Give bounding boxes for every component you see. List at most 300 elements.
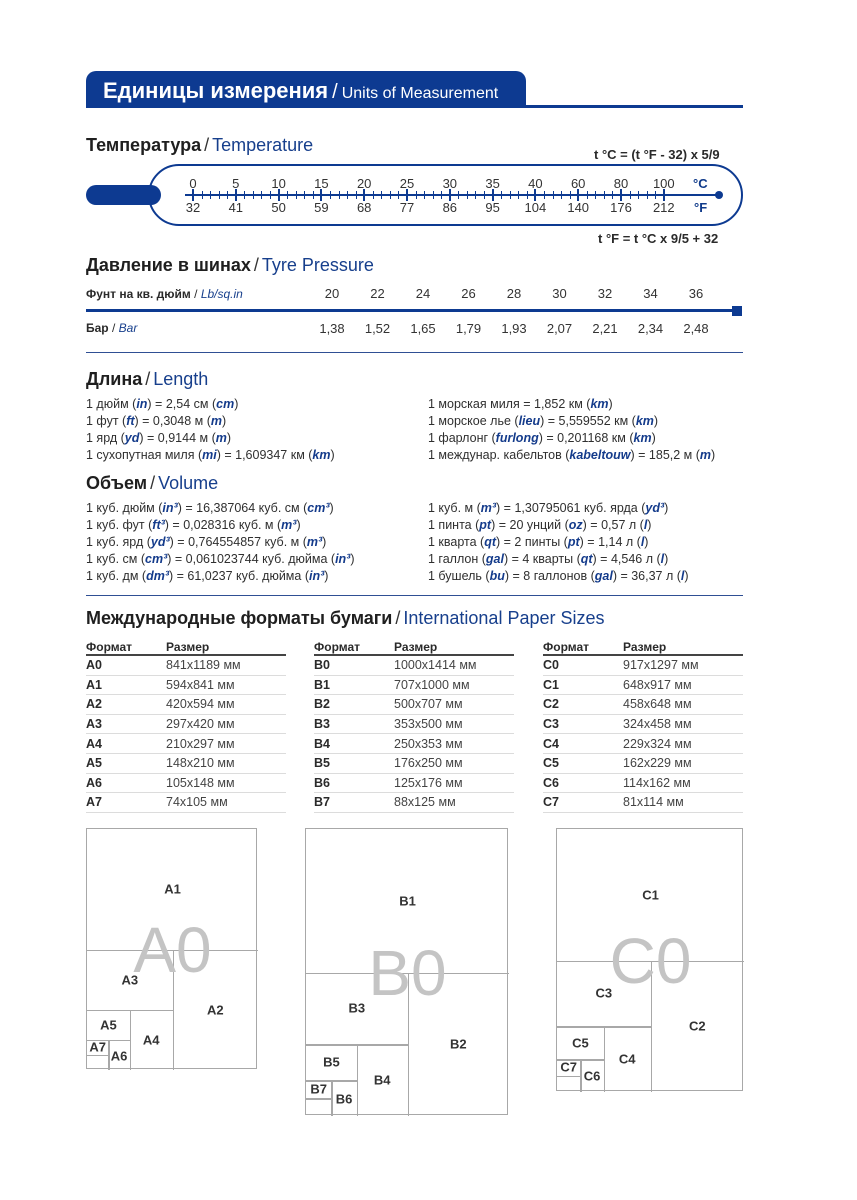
- conversion-text: 1 куб. м (: [428, 501, 481, 515]
- unit-abbr: km: [635, 414, 654, 428]
- conversion-line: [86, 413, 335, 430]
- format-label: C2: [688, 1018, 706, 1034]
- format-name: B5: [314, 756, 330, 771]
- tick-minor: [261, 191, 262, 199]
- tick-minor: [339, 191, 340, 199]
- unit-abbr: furlong: [495, 431, 539, 445]
- conversion-text: 1 фут (: [86, 414, 127, 428]
- format-name: B1: [314, 677, 330, 692]
- tick-minor: [244, 191, 245, 199]
- paper-size-table: [314, 640, 514, 813]
- celsius-value: 10: [271, 176, 286, 191]
- tyre-title: Давление в шинах / Tyre Pressure: [86, 255, 374, 275]
- conversion-text: 1 сухопутная миля (: [86, 448, 203, 462]
- tick-minor: [287, 191, 288, 199]
- unit-abbr: l: [643, 518, 648, 532]
- fahrenheit-value: 59: [314, 200, 329, 215]
- bar-value: 1,52: [364, 321, 391, 336]
- col-format: Формат: [314, 640, 361, 654]
- fahrenheit-value: 95: [485, 200, 500, 215]
- unit-abbr: ft: [126, 414, 135, 428]
- fahrenheit-value: 32: [185, 200, 201, 215]
- table-row: [314, 754, 514, 774]
- psi-value: 22: [370, 286, 385, 301]
- conversion-text: 1 фарлонг (: [428, 431, 496, 445]
- fahrenheit-value: 176: [610, 200, 632, 215]
- conversion-line: [428, 447, 715, 464]
- tick-minor: [347, 191, 348, 199]
- conversion-text: ) = 1,609347 км (: [216, 448, 313, 462]
- format-name: B3: [314, 717, 330, 732]
- tick-minor: [424, 191, 425, 199]
- format-name: C4: [543, 736, 559, 751]
- unit-abbr: km: [312, 448, 331, 462]
- tick-minor: [570, 191, 571, 199]
- conversion-text: ) = 0,3048 м (: [134, 414, 211, 428]
- conversion-line: [86, 568, 355, 585]
- conversion-line: [86, 500, 355, 517]
- format-name: A5: [86, 756, 102, 771]
- bar-value: 2,34: [637, 321, 664, 336]
- tick-minor: [587, 191, 588, 199]
- tick-minor: [561, 191, 562, 199]
- tick-minor: [433, 191, 434, 199]
- conversion-text: 1 ярд (: [86, 431, 125, 445]
- conversion-text: ): [653, 414, 659, 428]
- format-size: 88x125 мм: [394, 795, 456, 810]
- conversion-text: ): [664, 501, 669, 515]
- divider-line: [357, 1044, 359, 1116]
- psi-value: 28: [506, 286, 522, 301]
- format-label: A5: [100, 1017, 117, 1033]
- unit-abbr: m: [215, 431, 227, 445]
- page-title: Единицы измерения / Units of Measurement: [103, 78, 499, 103]
- psi-label: Фунт на кв. дюйм / Lb/sq.in: [86, 287, 243, 301]
- divider-line: [557, 1076, 580, 1078]
- format-size: 148x210 мм: [166, 756, 235, 771]
- format-name: A0: [86, 658, 102, 673]
- unit-abbr: lieu: [518, 414, 541, 428]
- conversion-text: 1 бушель (: [428, 569, 490, 583]
- format-size: 105x148 мм: [166, 775, 235, 790]
- psi-value: 36: [688, 286, 704, 301]
- table-row: [86, 754, 286, 774]
- format-label: B3: [348, 1000, 366, 1016]
- tick-minor: [501, 191, 502, 199]
- unit-abbr: gal: [485, 552, 504, 566]
- col-format: Формат: [543, 640, 590, 654]
- table-row: [86, 656, 286, 676]
- unit-abbr: pt: [479, 518, 492, 532]
- format-size: 176x250 мм: [394, 756, 463, 771]
- unit-abbr: gal: [594, 569, 613, 583]
- celsius-value: 20: [356, 176, 372, 191]
- unit-abbr: l: [660, 552, 665, 566]
- format-label: A1: [164, 881, 181, 897]
- table-row: [314, 676, 514, 696]
- unit-abbr: kabeltouw: [569, 448, 631, 462]
- conversion-text: ) = 61,0237 куб. дюйма (: [168, 569, 309, 583]
- format-name: A7: [86, 795, 102, 810]
- conversion-text: ) = 16,387064 куб. см (: [177, 501, 308, 515]
- fahrenheit-value: 86: [442, 200, 458, 215]
- table-row: [86, 734, 286, 754]
- conversion-text: ) = 20 унций (: [491, 518, 569, 532]
- tick-minor: [219, 191, 220, 199]
- tick-minor: [527, 191, 528, 199]
- header-underline: [86, 105, 743, 108]
- paper-size-table: [86, 640, 286, 813]
- tick-minor: [304, 191, 305, 199]
- tick-minor: [630, 191, 631, 199]
- format-name: B4: [314, 736, 330, 751]
- length-list-left: [86, 396, 335, 464]
- format-size: 125x176 мм: [394, 775, 463, 790]
- unit-abbr: m: [699, 448, 712, 462]
- table-header: [543, 640, 743, 656]
- conversion-text: ) = 0,764554857 куб. м (: [169, 535, 307, 549]
- unit-abbr: yd³: [150, 535, 170, 549]
- tick-minor: [253, 191, 254, 199]
- volume-list-left: [86, 500, 355, 585]
- conversion-text: ) = 8 галлонов (: [504, 569, 595, 583]
- conversion-line: [86, 396, 335, 413]
- table-row: [543, 793, 743, 813]
- format-label: B5: [323, 1054, 340, 1070]
- format-label: A6: [110, 1048, 128, 1064]
- divider-line: [331, 1080, 333, 1116]
- bar-value: 1,38: [319, 321, 345, 336]
- conversion-text: ) = 0,028316 куб. м (: [164, 518, 282, 532]
- col-size: Размер: [623, 640, 667, 654]
- format-name: C3: [543, 717, 559, 732]
- format-name: A1: [86, 677, 102, 692]
- format-watermark: C0: [609, 924, 692, 997]
- conversion-text: 1 куб. см (: [86, 552, 146, 566]
- format-label: C5: [572, 1035, 589, 1051]
- celsius-value: 15: [314, 176, 329, 191]
- conversion-text: ) = 0,201168 км (: [538, 431, 634, 445]
- fahrenheit-value: 77: [399, 200, 415, 215]
- format-label: C1: [642, 887, 659, 903]
- conversion-text: ): [226, 431, 232, 445]
- tick-minor: [467, 191, 468, 199]
- table-header: [86, 640, 286, 656]
- tick-minor: [390, 191, 391, 199]
- format-size: 353x500 мм: [394, 717, 463, 732]
- tick-minor: [416, 191, 417, 199]
- col-format: Формат: [86, 640, 133, 654]
- conversion-text: ) = 0,9144 м (: [139, 431, 216, 445]
- temperature-title: Температура / Temperature: [86, 135, 314, 155]
- conversion-text: ): [644, 535, 649, 549]
- table-row: [314, 774, 514, 794]
- fahrenheit-value: 68: [356, 200, 372, 215]
- format-watermark: A0: [133, 913, 212, 986]
- format-size: 648x917 мм: [623, 677, 692, 692]
- psi-value: 32: [597, 286, 613, 301]
- format-label: A2: [206, 1002, 224, 1018]
- format-name: C2: [543, 697, 559, 712]
- unit-abbr: l: [640, 535, 645, 549]
- conversion-text: 1 кварта (: [428, 535, 485, 549]
- fahrenheit-value: 212: [652, 200, 675, 215]
- format-size: 500x707 мм: [394, 697, 463, 712]
- formula-celsius: t °C = (t °F - 32) x 5/9: [594, 147, 720, 162]
- tick-minor: [330, 191, 331, 199]
- tick-minor: [518, 191, 519, 199]
- format-name: B0: [314, 658, 330, 673]
- format-name: C6: [543, 775, 559, 790]
- conversion-text: ) = 36,37 л (: [612, 569, 681, 583]
- bar-value: 2,07: [546, 321, 573, 336]
- divider-line: [87, 1055, 108, 1057]
- conversion-line: [428, 534, 689, 551]
- tick-minor: [210, 191, 211, 199]
- format-size: 114x162 мм: [623, 775, 691, 790]
- unit-abbr: oz: [568, 518, 583, 532]
- tick-minor: [655, 191, 656, 199]
- divider-line: [604, 1026, 606, 1092]
- conversion-text: ): [350, 552, 355, 566]
- thermometer-end-dot: [715, 191, 723, 199]
- fahrenheit-value: 104: [524, 200, 547, 215]
- volume-list-right: [428, 500, 689, 585]
- tick-minor: [510, 191, 511, 199]
- conversion-line: [86, 447, 335, 464]
- tick-minor: [475, 191, 476, 199]
- format-label: B1: [399, 893, 416, 909]
- unit-abbr: m³: [306, 535, 323, 549]
- table-row: [543, 754, 743, 774]
- tyre-divider: [86, 309, 736, 312]
- conversion-text: ): [647, 518, 652, 532]
- conversion-text: ) = 5,559552 км (: [540, 414, 636, 428]
- table-row: [543, 695, 743, 715]
- formula-fahrenheit: t °F = t °C x 9/5 + 32: [598, 231, 719, 246]
- conversion-text: ): [221, 414, 227, 428]
- format-label: B6: [335, 1091, 353, 1107]
- tyre-divider-end: [732, 306, 742, 316]
- unit-abbr: cm: [216, 397, 235, 411]
- format-label: C3: [595, 985, 613, 1001]
- conversion-text: ): [684, 569, 689, 583]
- thermometer-bulb: [86, 185, 161, 205]
- unit-abbr: bu: [489, 569, 505, 583]
- format-size: 594x841 мм: [166, 677, 235, 692]
- celsius-value: 35: [485, 176, 500, 191]
- celsius-value: 40: [528, 176, 543, 191]
- table-row: [314, 793, 514, 813]
- unit-abbr: pt: [567, 535, 580, 549]
- format-label: B2: [449, 1036, 467, 1052]
- celsius-value: 60: [570, 176, 586, 191]
- unit-abbr: mi: [202, 448, 217, 462]
- table-row: [314, 656, 514, 676]
- conversion-text: 1 морское лье (: [428, 414, 519, 428]
- tick-minor: [356, 191, 357, 199]
- conversion-text: ) = 0,061023744 куб. дюйма (: [167, 552, 336, 566]
- tick-minor: [296, 191, 297, 199]
- tick-minor: [373, 191, 374, 199]
- celsius-value: 0: [189, 176, 197, 191]
- format-size: 1000x1414 мм: [394, 658, 477, 673]
- format-size: 74x105 мм: [166, 795, 228, 810]
- conversion-text: ) = 2,54 см (: [147, 397, 217, 411]
- divider-line: [130, 1010, 132, 1070]
- fahrenheit-unit: °F: [694, 200, 708, 215]
- conversion-text: ): [234, 397, 239, 411]
- tick-minor: [398, 191, 399, 199]
- unit-abbr: ft³: [152, 518, 165, 532]
- col-size: Размер: [394, 640, 438, 654]
- table-row: [86, 676, 286, 696]
- tick-minor: [612, 191, 613, 199]
- conversion-text: ): [330, 448, 335, 462]
- conversion-text: 1 куб. ярд (: [86, 535, 151, 549]
- format-label: C7: [560, 1059, 577, 1075]
- table-row: [543, 676, 743, 696]
- col-size: Размер: [166, 640, 210, 654]
- celsius-value: 5: [232, 176, 240, 191]
- tick-minor: [441, 191, 442, 199]
- table-header: [314, 640, 514, 656]
- celsius-unit: °C: [693, 176, 708, 191]
- conversion-text: ) = 4 кварты (: [503, 552, 581, 566]
- format-size: 707x1000 мм: [394, 677, 470, 692]
- section-divider: [86, 595, 743, 596]
- unit-abbr: qt: [484, 535, 497, 549]
- conversion-text: 1 куб. дюйм (: [86, 501, 163, 515]
- tick-minor: [595, 191, 596, 199]
- format-size: 250x353 мм: [394, 736, 463, 751]
- format-label: A4: [142, 1032, 160, 1048]
- format-watermark: B0: [368, 936, 447, 1009]
- format-size: 297x420 мм: [166, 717, 235, 732]
- length-list-right: [428, 396, 715, 464]
- format-label: C6: [583, 1068, 601, 1084]
- bar-label: Бар / Bar: [86, 321, 138, 335]
- conversion-text: ): [664, 552, 669, 566]
- unit-abbr: cm³: [307, 501, 330, 515]
- conversion-line: [86, 430, 335, 447]
- tick-minor: [270, 191, 271, 199]
- unit-abbr: in³: [162, 501, 178, 515]
- format-size: 210x297 мм: [166, 736, 235, 751]
- conversion-line: [86, 534, 355, 551]
- format-name: C7: [543, 795, 559, 810]
- conversion-line: [86, 551, 355, 568]
- conversion-text: 1 морская миля = 1,852 км (: [428, 397, 591, 411]
- table-row: [314, 695, 514, 715]
- format-size: 81x114 мм: [623, 795, 684, 810]
- unit-abbr: dm³: [146, 569, 169, 583]
- table-row: [543, 734, 743, 754]
- fahrenheit-value: 50: [271, 200, 286, 215]
- table-row: [86, 774, 286, 794]
- tick-minor: [604, 191, 605, 199]
- thermometer-axis: [185, 194, 720, 196]
- conversion-line: [86, 517, 355, 534]
- paper-diagram: [305, 828, 508, 1115]
- paper-size-table: [543, 640, 743, 813]
- conversion-text: ) = 4,546 л (: [592, 552, 661, 566]
- unit-abbr: km: [633, 431, 652, 445]
- conversion-text: ): [711, 448, 716, 462]
- format-name: B6: [314, 775, 330, 790]
- format-name: C1: [543, 677, 559, 692]
- conversion-line: [428, 413, 715, 430]
- format-size: 420x594 мм: [166, 697, 235, 712]
- table-row: [543, 656, 743, 676]
- conversion-text: ): [608, 397, 613, 411]
- format-name: C5: [543, 756, 559, 771]
- table-row: [314, 734, 514, 754]
- conversion-line: [428, 551, 689, 568]
- tick-minor: [544, 191, 545, 199]
- unit-abbr: yd³: [645, 501, 665, 515]
- tick-minor: [313, 191, 314, 199]
- conversion-line: [428, 396, 715, 413]
- conversion-line: [428, 568, 689, 585]
- psi-value: 24: [415, 286, 431, 301]
- unit-abbr: in³: [309, 569, 325, 583]
- format-name: A4: [86, 736, 102, 751]
- format-label: B4: [373, 1072, 391, 1088]
- format-name: A6: [86, 775, 102, 790]
- conversion-text: 1 куб. дм (: [86, 569, 147, 583]
- section-divider: [86, 352, 743, 353]
- bar-value: 2,21: [592, 321, 618, 336]
- unit-abbr: m³: [480, 501, 497, 515]
- format-size: 162x229 мм: [623, 756, 692, 771]
- bar-value: 1,79: [455, 321, 482, 336]
- unit-abbr: km: [590, 397, 609, 411]
- celsius-value: 80: [613, 176, 629, 191]
- tick-minor: [458, 191, 459, 199]
- table-row: [86, 715, 286, 735]
- unit-abbr: in: [136, 397, 148, 411]
- conversion-text: ) = 0,57 л (: [582, 518, 644, 532]
- length-title: Длина / Length: [86, 369, 209, 389]
- format-label: A3: [121, 972, 139, 988]
- celsius-value: 30: [442, 176, 458, 191]
- tick-minor: [484, 191, 485, 199]
- table-row: [543, 715, 743, 735]
- unit-abbr: qt: [580, 552, 593, 566]
- format-size: 841x1189 мм: [166, 658, 241, 673]
- unit-abbr: cm³: [145, 552, 168, 566]
- fahrenheit-value: 140: [567, 200, 590, 215]
- format-label: C4: [618, 1051, 636, 1067]
- tick-minor: [638, 191, 639, 199]
- format-name: C0: [543, 658, 559, 673]
- format-size: 324x458 мм: [623, 717, 692, 732]
- conversion-text: 1 дюйм (: [86, 397, 137, 411]
- unit-abbr: l: [680, 569, 685, 583]
- conversion-text: 1 пинта (: [428, 518, 480, 532]
- conversion-text: 1 куб. фут (: [86, 518, 153, 532]
- psi-value: 34: [643, 286, 658, 301]
- fahrenheit-value: 41: [228, 200, 244, 215]
- paper-diagram: [556, 828, 743, 1091]
- psi-value: 20: [324, 286, 340, 301]
- tick-minor: [553, 191, 554, 199]
- paper-diagram: [86, 828, 257, 1069]
- tick-minor: [647, 191, 648, 199]
- unit-abbr: m: [210, 414, 222, 428]
- conversion-text: ) = 2 пинты (: [496, 535, 568, 549]
